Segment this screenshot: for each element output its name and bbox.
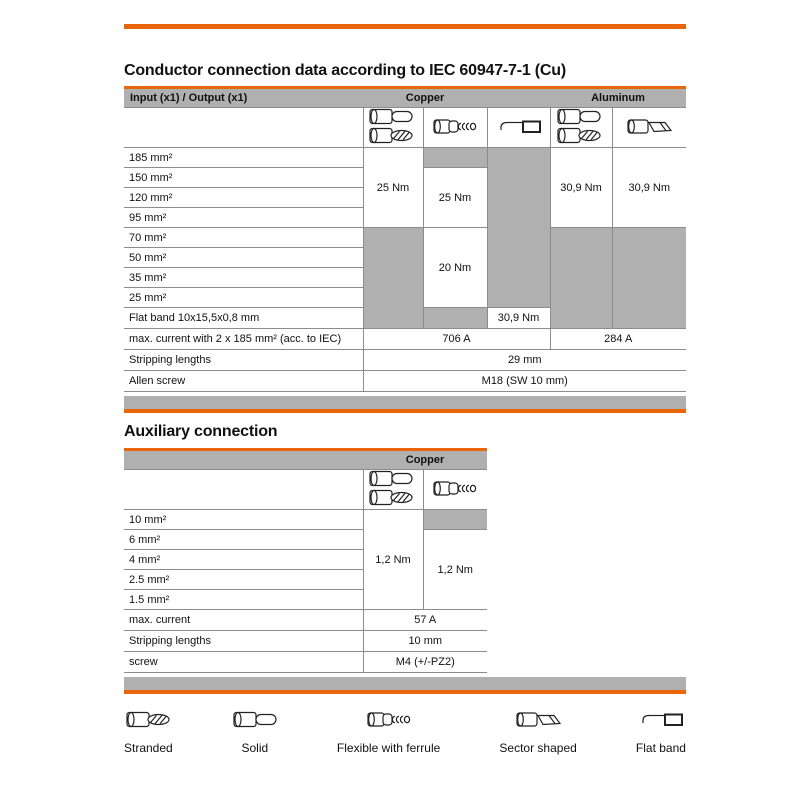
table-row <box>124 510 487 530</box>
blocked-cell <box>363 228 423 329</box>
stranded-icon <box>125 711 171 728</box>
legend-item <box>337 711 440 755</box>
table-row <box>124 530 487 550</box>
row-label: 120 mm² <box>124 188 363 208</box>
page-title: Conductor connection data according to IEC 60947-7-1 (Cu) <box>124 62 566 79</box>
legend-item <box>636 711 686 755</box>
row-label: 95 mm² <box>124 208 363 228</box>
legend-label: Flexible with ferrule <box>336 741 441 755</box>
legend-item <box>499 711 576 755</box>
icon-row <box>124 108 686 148</box>
stripping-lengths-cell: 29 mm <box>363 350 686 371</box>
solid-stranded-icon <box>368 135 418 147</box>
copper-stranded-torque-cell: 25 Nm <box>363 148 423 228</box>
row-label: 35 mm² <box>124 268 363 288</box>
blocked-cell <box>423 308 487 329</box>
row-label: 70 mm² <box>124 228 363 248</box>
table-row <box>124 610 487 631</box>
copper-flat-band-torque-cell: 30,9 Nm <box>487 308 550 329</box>
datasheet-page <box>124 24 686 755</box>
row-label: 50 mm² <box>124 248 363 268</box>
table-header-row <box>124 451 487 470</box>
row-label: Flat band 10x15,5x0,8 mm <box>124 308 363 329</box>
top-section-divider <box>124 24 686 29</box>
blocked-cell <box>612 228 686 329</box>
sector-icon <box>626 126 672 138</box>
aluminum-stranded-torque-cell: 30,9 Nm <box>550 148 612 228</box>
conductor-table <box>124 89 686 392</box>
section-end-rule <box>124 690 686 694</box>
ferrule-icon <box>366 711 412 728</box>
conductor-type-legend <box>124 711 686 755</box>
row-label: 150 mm² <box>124 168 363 188</box>
table-row <box>124 329 686 350</box>
legend-label: Solid <box>241 741 269 755</box>
table-row <box>124 631 487 652</box>
max-current-aluminum-cell: 284 A <box>550 329 686 350</box>
header-spacer <box>487 89 550 108</box>
aux-table <box>124 451 487 673</box>
allen-screw-cell: M18 (SW 10 mm) <box>363 371 686 392</box>
aux-section-title: Auxiliary connection <box>124 423 278 440</box>
solid-stranded-icon <box>368 497 418 509</box>
legend-item <box>124 711 173 755</box>
row-label: 4 mm² <box>124 550 363 570</box>
section-end-rule <box>124 409 686 413</box>
row-label: 10 mm² <box>124 510 363 530</box>
icon-row <box>124 470 487 510</box>
copper-ferrule-torque-cell: 20 Nm <box>423 228 487 308</box>
legend-label: Sector shaped <box>499 741 577 755</box>
sector-icon <box>515 711 561 728</box>
ferrule-icon <box>432 488 478 500</box>
row-label: 2.5 mm² <box>124 570 363 590</box>
table-header-row <box>124 89 686 108</box>
row-label: 6 mm² <box>124 530 363 550</box>
header-copper: Copper <box>363 451 487 470</box>
legend-item <box>232 711 278 755</box>
table-row <box>124 350 686 371</box>
legend-label: Flat band <box>635 741 686 755</box>
row-label: max. current with 2 x 185 mm² (acc. to IEC) <box>124 329 363 350</box>
blocked-cell <box>487 148 550 308</box>
header-copper: Copper <box>363 89 487 108</box>
table-row <box>124 371 686 392</box>
section-end-band <box>124 677 686 690</box>
screw-cell: M4 (+/-PZ2) <box>363 652 487 673</box>
solid-icon <box>232 711 278 728</box>
row-label: 185 mm² <box>124 148 363 168</box>
row-label: 25 mm² <box>124 288 363 308</box>
row-label: screw <box>124 652 363 673</box>
copper-stranded-torque-cell: 1,2 Nm <box>363 510 423 610</box>
row-label: Allen screw <box>124 371 363 392</box>
flat-band-icon <box>638 711 684 728</box>
legend-label: Stranded <box>124 741 173 755</box>
header-input-output: Input (x1) / Output (x1) <box>124 89 363 108</box>
row-label: Stripping lengths <box>124 350 363 371</box>
row-label: Stripping lengths <box>124 631 363 652</box>
row-label: max. current <box>124 610 363 631</box>
copper-ferrule-torque-cell: 1,2 Nm <box>423 530 487 610</box>
table-row <box>124 228 686 248</box>
row-label: 1.5 mm² <box>124 590 363 610</box>
table-row <box>124 652 487 673</box>
blocked-cell <box>423 510 487 530</box>
section-end-band <box>124 396 686 409</box>
solid-stranded-icon <box>556 135 606 147</box>
blocked-cell <box>550 228 612 329</box>
max-current-copper-cell: 706 A <box>363 329 550 350</box>
header-aluminum: Aluminum <box>550 89 686 108</box>
flat-band-icon <box>496 126 542 138</box>
stripping-lengths-cell: 10 mm <box>363 631 487 652</box>
copper-ferrule-torque-cell: 25 Nm <box>423 168 487 228</box>
max-current-cell: 57 A <box>363 610 487 631</box>
aluminum-sector-torque-cell: 30,9 Nm <box>612 148 686 228</box>
ferrule-icon <box>432 126 478 138</box>
blocked-cell <box>423 148 487 168</box>
table-row <box>124 148 686 168</box>
